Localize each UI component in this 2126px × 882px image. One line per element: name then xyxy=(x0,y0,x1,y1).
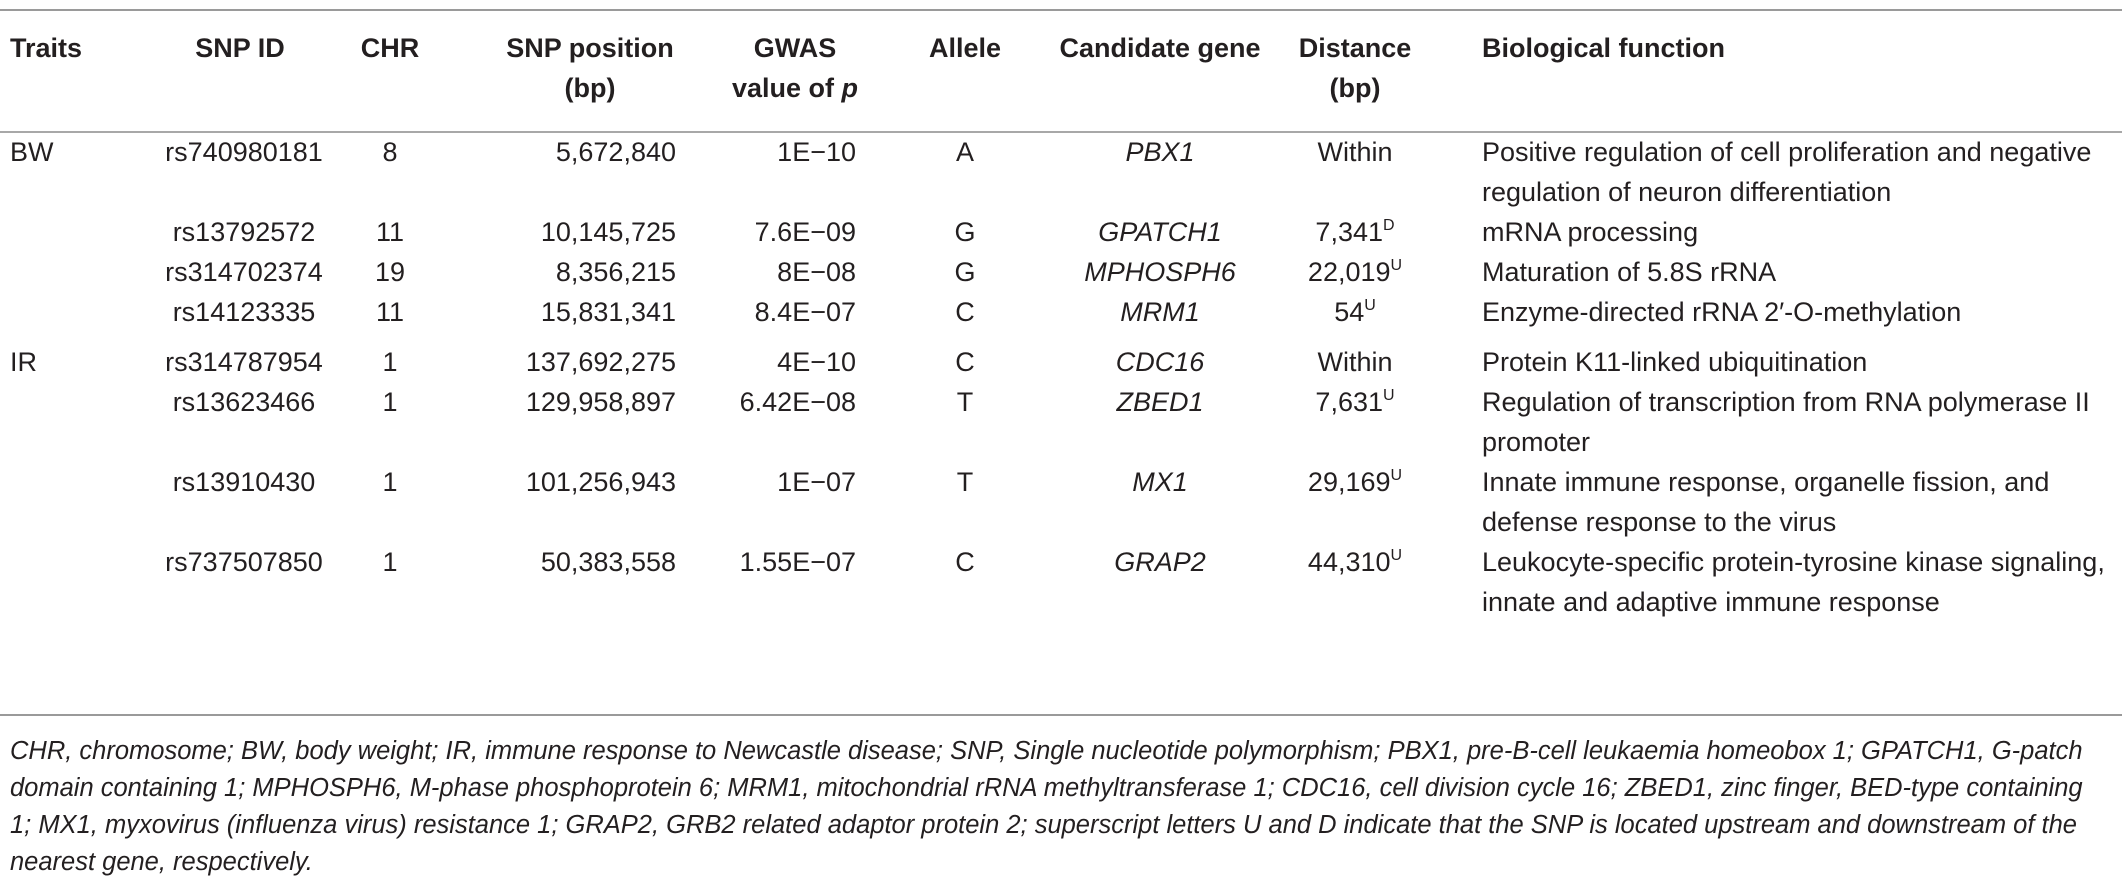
table-row xyxy=(0,382,2122,462)
cell-snp-id: rs314702374 xyxy=(165,257,323,287)
distance-direction-superscript: U xyxy=(1383,387,1395,404)
cell-allele: A xyxy=(955,137,974,167)
cell-allele: T xyxy=(956,467,974,497)
cell-gwas-p-value: 1E−10 xyxy=(777,137,856,167)
cell-candidate-gene: GRAP2 xyxy=(1114,547,1206,577)
cell-distance: Within xyxy=(1317,137,1393,167)
cell-candidate-gene: MX1 xyxy=(1132,467,1188,497)
cell-gwas-p-value: 8.4E−07 xyxy=(754,297,856,327)
cell-chr: 1 xyxy=(382,547,398,577)
header-chr: CHR xyxy=(360,33,420,63)
cell-trait: BW xyxy=(10,137,54,167)
cell-biological-function: Protein K11-linked ubiquitination xyxy=(1482,347,1868,377)
cell-trait xyxy=(0,382,140,462)
cell-allele: G xyxy=(954,257,976,287)
table-row xyxy=(0,252,2122,292)
top-rule xyxy=(0,9,2122,11)
cell-distance: $44,310^U$ xyxy=(1307,547,1403,577)
cell-allele: G xyxy=(954,217,976,247)
cell-candidate-gene: PBX1 xyxy=(1125,137,1195,167)
cell-allele: C xyxy=(955,297,975,327)
cell-distance: $29,169^U$ xyxy=(1307,467,1403,497)
header-snp-id: SNP ID xyxy=(195,33,285,63)
header-gwas-p-value: GWAS value of p xyxy=(731,33,859,103)
cell-gwas-p-value: 7.6E−09 xyxy=(754,217,856,247)
cell-snp-id: rs13910430 xyxy=(172,467,316,497)
header-candidate-gene: Candidate gene xyxy=(1059,33,1261,63)
cell-biological-function: Enzyme-directed rRNA 2′-O-methylation xyxy=(1482,297,1962,327)
cell-candidate-gene: MRM1 xyxy=(1120,297,1200,327)
cell-chr: 11 xyxy=(375,217,405,247)
cell-gwas-p-value: 1.55E−07 xyxy=(739,547,856,577)
cell-biological-function: mRNA processing xyxy=(1482,217,1699,247)
cell-candidate-gene: ZBED1 xyxy=(1116,387,1204,417)
distance-direction-superscript: U xyxy=(1390,467,1403,484)
cell-distance: Within xyxy=(1317,347,1393,377)
cell-snp-position: 15,831,341 xyxy=(540,297,676,327)
cell-trait xyxy=(0,252,140,292)
cell-snp-position: 5,672,840 xyxy=(555,137,676,167)
cell-candidate-gene: CDC16 xyxy=(1115,347,1205,377)
table-row xyxy=(0,292,2122,332)
table-row xyxy=(0,332,2122,382)
header-biological-function: Biological function xyxy=(1482,33,1725,63)
cell-biological-function: Regulation of transcription from RNA polymerase II promoter xyxy=(1482,387,2090,457)
cell-distance: $7,631^U$ xyxy=(1315,387,1395,417)
cell-snp-position: 10,145,725 xyxy=(540,217,676,247)
cell-chr: 19 xyxy=(374,257,406,287)
cell-allele: T xyxy=(956,387,974,417)
cell-distance: $54^U$ xyxy=(1334,297,1376,327)
cell-gwas-p-value: 1E−07 xyxy=(777,467,856,497)
cell-chr: 1 xyxy=(382,387,398,417)
table-row xyxy=(0,542,2122,622)
table-header-row xyxy=(0,28,2122,132)
header-allele: Allele xyxy=(928,33,1002,63)
cell-biological-function: Maturation of 5.8S rRNA xyxy=(1482,257,1777,287)
cell-trait xyxy=(0,542,140,622)
table-row xyxy=(0,132,2122,212)
cell-trait: IR xyxy=(10,347,37,377)
table-row xyxy=(0,462,2122,542)
header-snp-position: SNP position (bp) xyxy=(506,33,674,103)
distance-direction-superscript: D xyxy=(1383,217,1395,234)
cell-allele: C xyxy=(955,547,975,577)
cell-snp-position: 50,383,558 xyxy=(540,547,676,577)
distance-direction-superscript: U xyxy=(1390,547,1403,564)
cell-chr: 1 xyxy=(382,467,398,497)
cell-snp-position: 129,958,897 xyxy=(525,387,676,417)
bottom-rule xyxy=(0,714,2122,716)
cell-snp-position: 101,256,943 xyxy=(525,467,676,497)
cell-chr: 8 xyxy=(382,137,398,167)
cell-chr: 1 xyxy=(382,347,398,377)
cell-snp-id: rs740980181 xyxy=(165,137,323,167)
cell-biological-function: Leukocyte-specific protein-tyrosine kinase signaling, innate and adaptive immune response xyxy=(1482,547,2105,617)
cell-trait xyxy=(0,292,140,332)
cell-snp-id: rs13792572 xyxy=(172,217,316,247)
header-traits: Traits xyxy=(10,33,83,63)
header-distance: Distance (bp) xyxy=(1298,33,1412,103)
gwas-results-table xyxy=(0,28,2122,622)
cell-gwas-p-value: 8E−08 xyxy=(777,257,856,287)
table-row xyxy=(0,212,2122,252)
cell-snp-id: rs314787954 xyxy=(165,347,323,377)
cell-snp-position: 137,692,275 xyxy=(525,347,676,377)
table-body xyxy=(0,132,2122,622)
cell-distance: $22,019^U$ xyxy=(1307,257,1403,287)
cell-candidate-gene: GPATCH1 xyxy=(1098,217,1222,247)
distance-direction-superscript: U xyxy=(1390,257,1403,274)
cell-snp-id: rs13623466 xyxy=(172,387,316,417)
distance-direction-superscript: U xyxy=(1364,297,1376,314)
cell-snp-id: rs737507850 xyxy=(165,547,323,577)
cell-snp-position: 8,356,215 xyxy=(555,257,676,287)
cell-trait xyxy=(0,462,140,542)
cell-allele: C xyxy=(955,347,975,377)
cell-gwas-p-value: 4E−10 xyxy=(777,347,856,377)
cell-candidate-gene: MPHOSPH6 xyxy=(1084,257,1236,287)
cell-snp-id: rs14123335 xyxy=(172,297,316,327)
cell-biological-function: Innate immune response, organelle fission, and defense response to the virus xyxy=(1482,467,2050,537)
cell-chr: 11 xyxy=(375,297,405,327)
cell-gwas-p-value: 6.42E−08 xyxy=(739,387,856,417)
cell-trait xyxy=(0,212,140,252)
cell-distance: $7,341^D$ xyxy=(1315,217,1395,247)
table-footnote: CHR, chromosome; BW, body weight; IR, immune response to Newcastle disease; SNP, Single nucleotide polymorphism; PBX1, pre-B-cell leukaemia homeobox 1; GPATCH1, G-patch domain containing 1; MPHOSPH6, M-phase phosphoprotein 6; MRM1, mitochondrial rRNA methyltransferase 1; CDC16, cell division cycle 16; ZBED1, zinc finger, BED-type containing 1; MX1, myxovirus (influenza virus) resistance 1; GRAP2, GRB2 related adaptor protein 2; superscript letters U and D indicate that the SNP is located upstream and downstream of the nearest gene, respectively. xyxy=(10,737,2083,876)
cell-biological-function: Positive regulation of cell proliferation and negative regulation of neuron differentiation xyxy=(1482,137,2092,207)
